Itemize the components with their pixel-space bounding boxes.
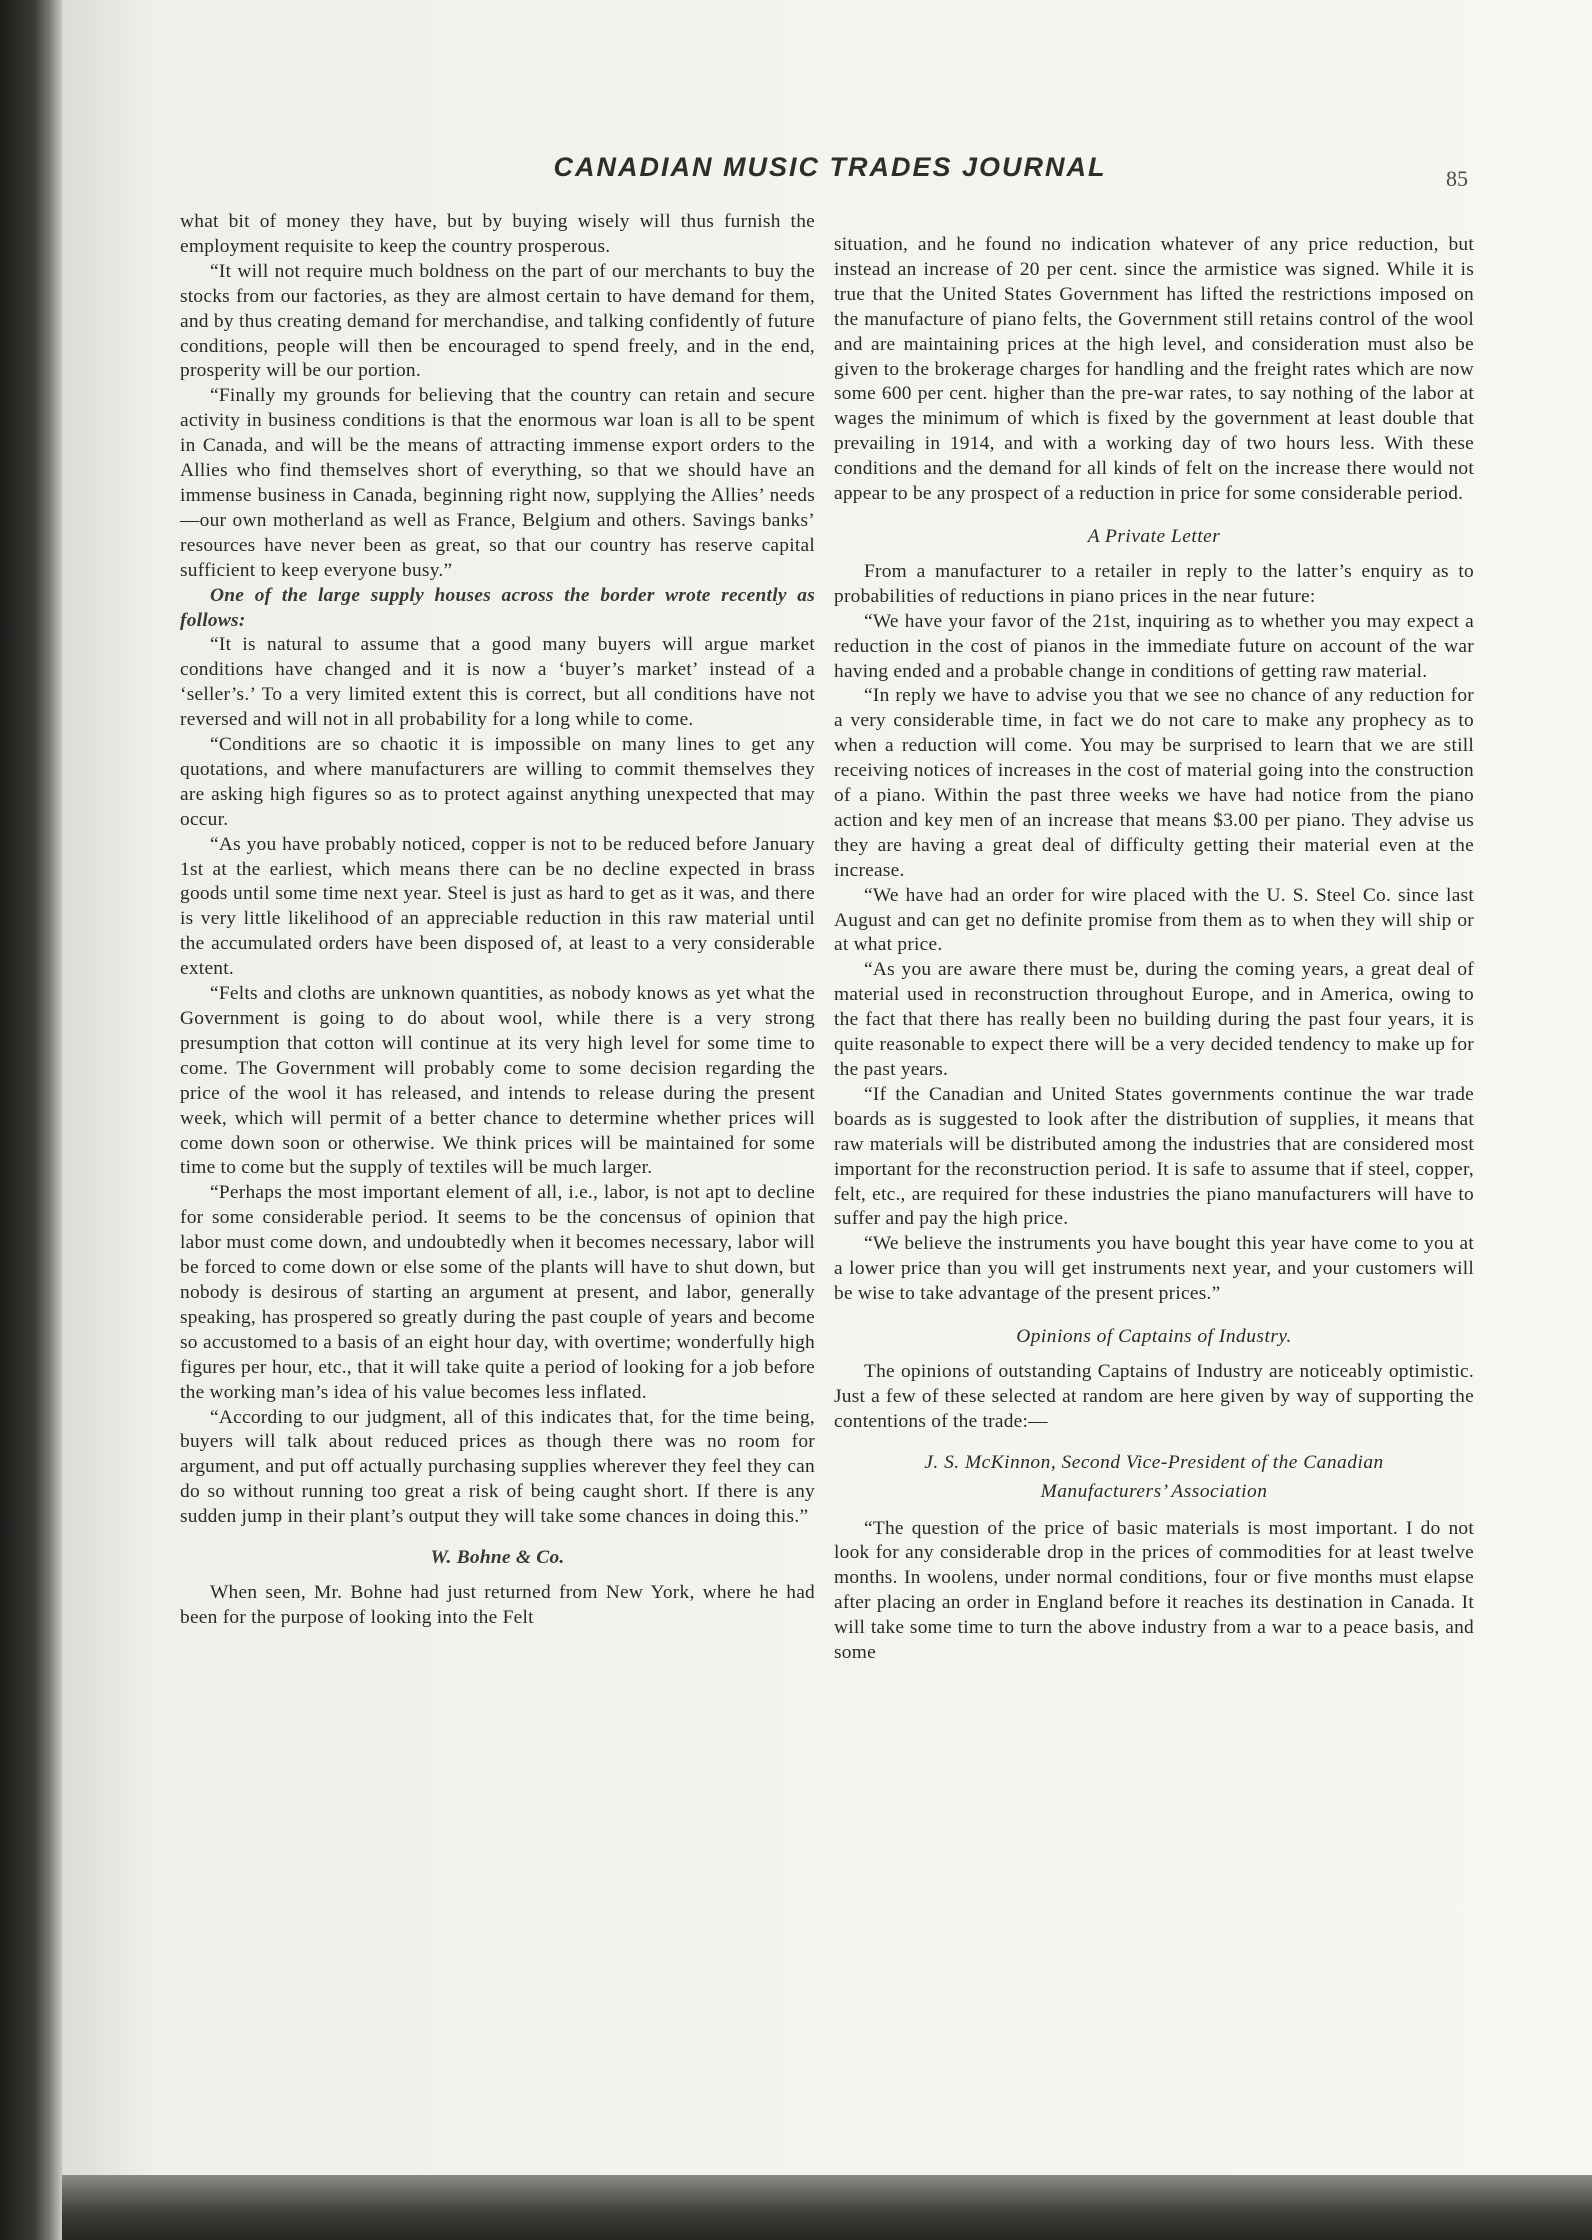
paragraph: From a manufacturer to a retailer in reply to the latter’s enquiry as to probabilities of reductions in piano prices in the near future:: [834, 560, 1474, 607]
running-title: CANADIAN MUSIC TRADES JOURNAL: [553, 152, 1107, 182]
paragraph: The opinions of outstanding Captains of Industry are noticeably optimistic. Just a few of these selected at random are here given by way of supporting the contentions of the trade:—: [834, 1360, 1474, 1432]
lead-in-italic: One of the large supply houses across the border wrote recently as follows:: [180, 584, 815, 631]
left-column: [180, 210, 815, 1631]
page-bottom-shadow: [62, 2175, 1592, 2240]
paragraph: “It is natural to assume that a good many buyers will argue market conditions have changed and it is now a ‘buyer’s market’ instead of a ‘seller’s.’ To a very limited extent this is correct, but all conditions have not reversed and will not in all probability for a long while to come.: [180, 634, 815, 731]
section-heading-continued: Manufacturers’ Association: [1040, 1480, 1268, 1502]
paragraph: “As you are aware there must be, during the coming years, a great deal of material used in reconstruction throughout Europe, and in America, owing to the fact that there has really been no building during the past four years, it is quite reasonable to expect there will be a very decided tendency to make up for the past years.: [834, 959, 1474, 1080]
paragraph: “Finally my grounds for believing that the country can retain and secure activity in business conditions is that the enormous war loan is all to be spent in Canada, and will be the means of attracting immense export orders to the Allies who find themselves short of everything, so that we should have an immense business in Canada, beginning right now, supplying the Allies’ needs—our own motherland as well as France, Belgium and others. Savings banks’ resources have never been as great, so that our country has reserve capital sufficient to keep everyone busy.”: [180, 385, 815, 581]
page-number: 85: [1446, 166, 1468, 191]
right-column: [834, 233, 1474, 1666]
section-heading: Opinions of Captains of Industry.: [1016, 1326, 1292, 1348]
paragraph: what bit of money they have, but by buying wisely will thus furnish the employment requisite to keep the country prosperous.: [180, 211, 815, 257]
page-header: [0, 150, 1592, 190]
paragraph: “We have had an order for wire placed with the U. S. Steel Co. since last August and can get no definite promise from them as to when they will ship or at what price.: [834, 884, 1474, 956]
paragraph: “Perhaps the most important element of all, i.e., labor, is not apt to decline for some considerable period. It seems to be the concensus of opinion that labor must come down, and undoubtedly when it becomes necessary, labor will be forced to come down or else some of the plants will have to shut down, but nobody is desirous of starting an argument at present, and labor, generally speaking, has prospered so greatly during the past couple of years and become so accustomed to a basis of an eight hour day, with overtime; wonderfully high figures per hour, etc., that it will take quite a period of looking for a job before the working man’s idea of his value becomes less inflated.: [180, 1182, 815, 1403]
paragraph: “Felts and cloths are unknown quantities, as nobody knows as yet what the Government is going to do about wool, while there is a very strong presumption that cotton will continue at its very high level for some time to come. The Government will probably come to some decision regarding the price of the wool it has released, and intends to release during the present week, which will permit of a better chance to determine whether prices will come down soon or otherwise. We think prices will be maintained for some time to come but the supply of textiles will be much larger.: [180, 983, 815, 1179]
book-spine-shadow: [0, 0, 62, 2240]
paragraph: situation, and he found no indication whatever of any price reduction, but instead an increase of 20 per cent. since the armistice was signed. While it is true that the United States Government has lifted the restrictions imposed on the manufacture of piano felts, the Government still retains control of the wool and are maintaining prices at the high level, and consideration must also be given to the brokerage charges for handling and the freight rates which are now some 600 per cent. higher than the pre-war rates, to say nothing of the labor at wages the minimum of which is fixed by the government at least double that prevailing in 1914, and with a working day of two hours less. With these conditions and the demand for all kinds of felt on the increase there would not appear to be any prospect of a reduction in price for some considerable period.: [834, 234, 1474, 505]
paragraph: “According to our judgment, all of this indicates that, for the time being, buyers will talk about reduced prices as though there was no room for argument, and put off actually purchasing supplies wherever they feel they can do so without running too great a risk of being caught short. If there is any sudden jump in their plant’s output they will take some chances in doing this.”: [180, 1406, 815, 1528]
paragraph: “The question of the price of basic materials is most important. I do not look for any considerable drop in the prices of commodities for at least twelve months. In woolens, under normal conditions, four or five months must elapse after placing an order in England before it reaches its destination in Canada. It will take some time to turn the above industry from a war to a peace basis, and some: [834, 1517, 1474, 1664]
paragraph: “In reply we have to advise you that we see no chance of any reduction for a very considerable time, in fact we do not care to make any prophecy as to when a reduction will come. You may be surprised to learn that we are still receiving notices of increases in the cost of material going into the construction of a piano. Within the past three weeks we have had notice from the piano action and key men of an increase that means $3.00 per piano. They advise us they are having a great deal of difficulty getting their material even at the increase.: [834, 685, 1474, 881]
paragraph: “If the Canadian and United States governments continue the war trade boards as is suggested to look after the distribution of supplies, it means that raw materials will be distributed among the industries that are considered most important for the reconstruction period. It is safe to assume that if steel, copper, felt, etc., are required for these industries the piano manufacturers will have to suffer and pay the high price.: [834, 1083, 1474, 1230]
paragraph: “As you have probably noticed, copper is not to be reduced before January 1st at the earliest, which means there can be no decline expected in brass goods until some time next year. Steel is just as hard to get as it was, and there is very little likelihood of an appreciable reduction in this raw material until the accumulated orders have been disposed of, at least to a very considerable extent.: [180, 833, 815, 980]
paragraph: When seen, Mr. Bohne had just returned from New York, where he had been for the purpose of looking into the Felt: [180, 1581, 815, 1628]
section-byline: W. Bohne & Co.: [430, 1547, 565, 1569]
paragraph: “Conditions are so chaotic it is impossible on many lines to get any quotations, and where manufacturers are willing to commit themselves they are asking high figures so as to protect against anything unexpected that may occur.: [180, 734, 815, 830]
paragraph: “We have your favor of the 21st, inquiring as to whether you may expect a reduction in the cost of pianos in the immediate future on account of the war having ended and a probable change in conditions of getting raw material.: [834, 610, 1474, 682]
section-heading: J. S. McKinnon, Second Vice-President of the Canadian: [924, 1451, 1384, 1473]
paragraph: “It will not require much boldness on the part of our merchants to buy the stocks from our factories, as they are almost certain to have demand for them, and by thus creating demand for merchandise, and talking confidently of future conditions, people will then be encouraged to spend freely, and in the end, prosperity will be our portion.: [180, 260, 815, 382]
section-heading: A Private Letter: [1087, 525, 1221, 547]
paragraph: “We believe the instruments you have bought this year have come to you at a lower price than you will get instruments next year, and your customers will be wise to take advantage of the present prices.”: [834, 1233, 1474, 1305]
